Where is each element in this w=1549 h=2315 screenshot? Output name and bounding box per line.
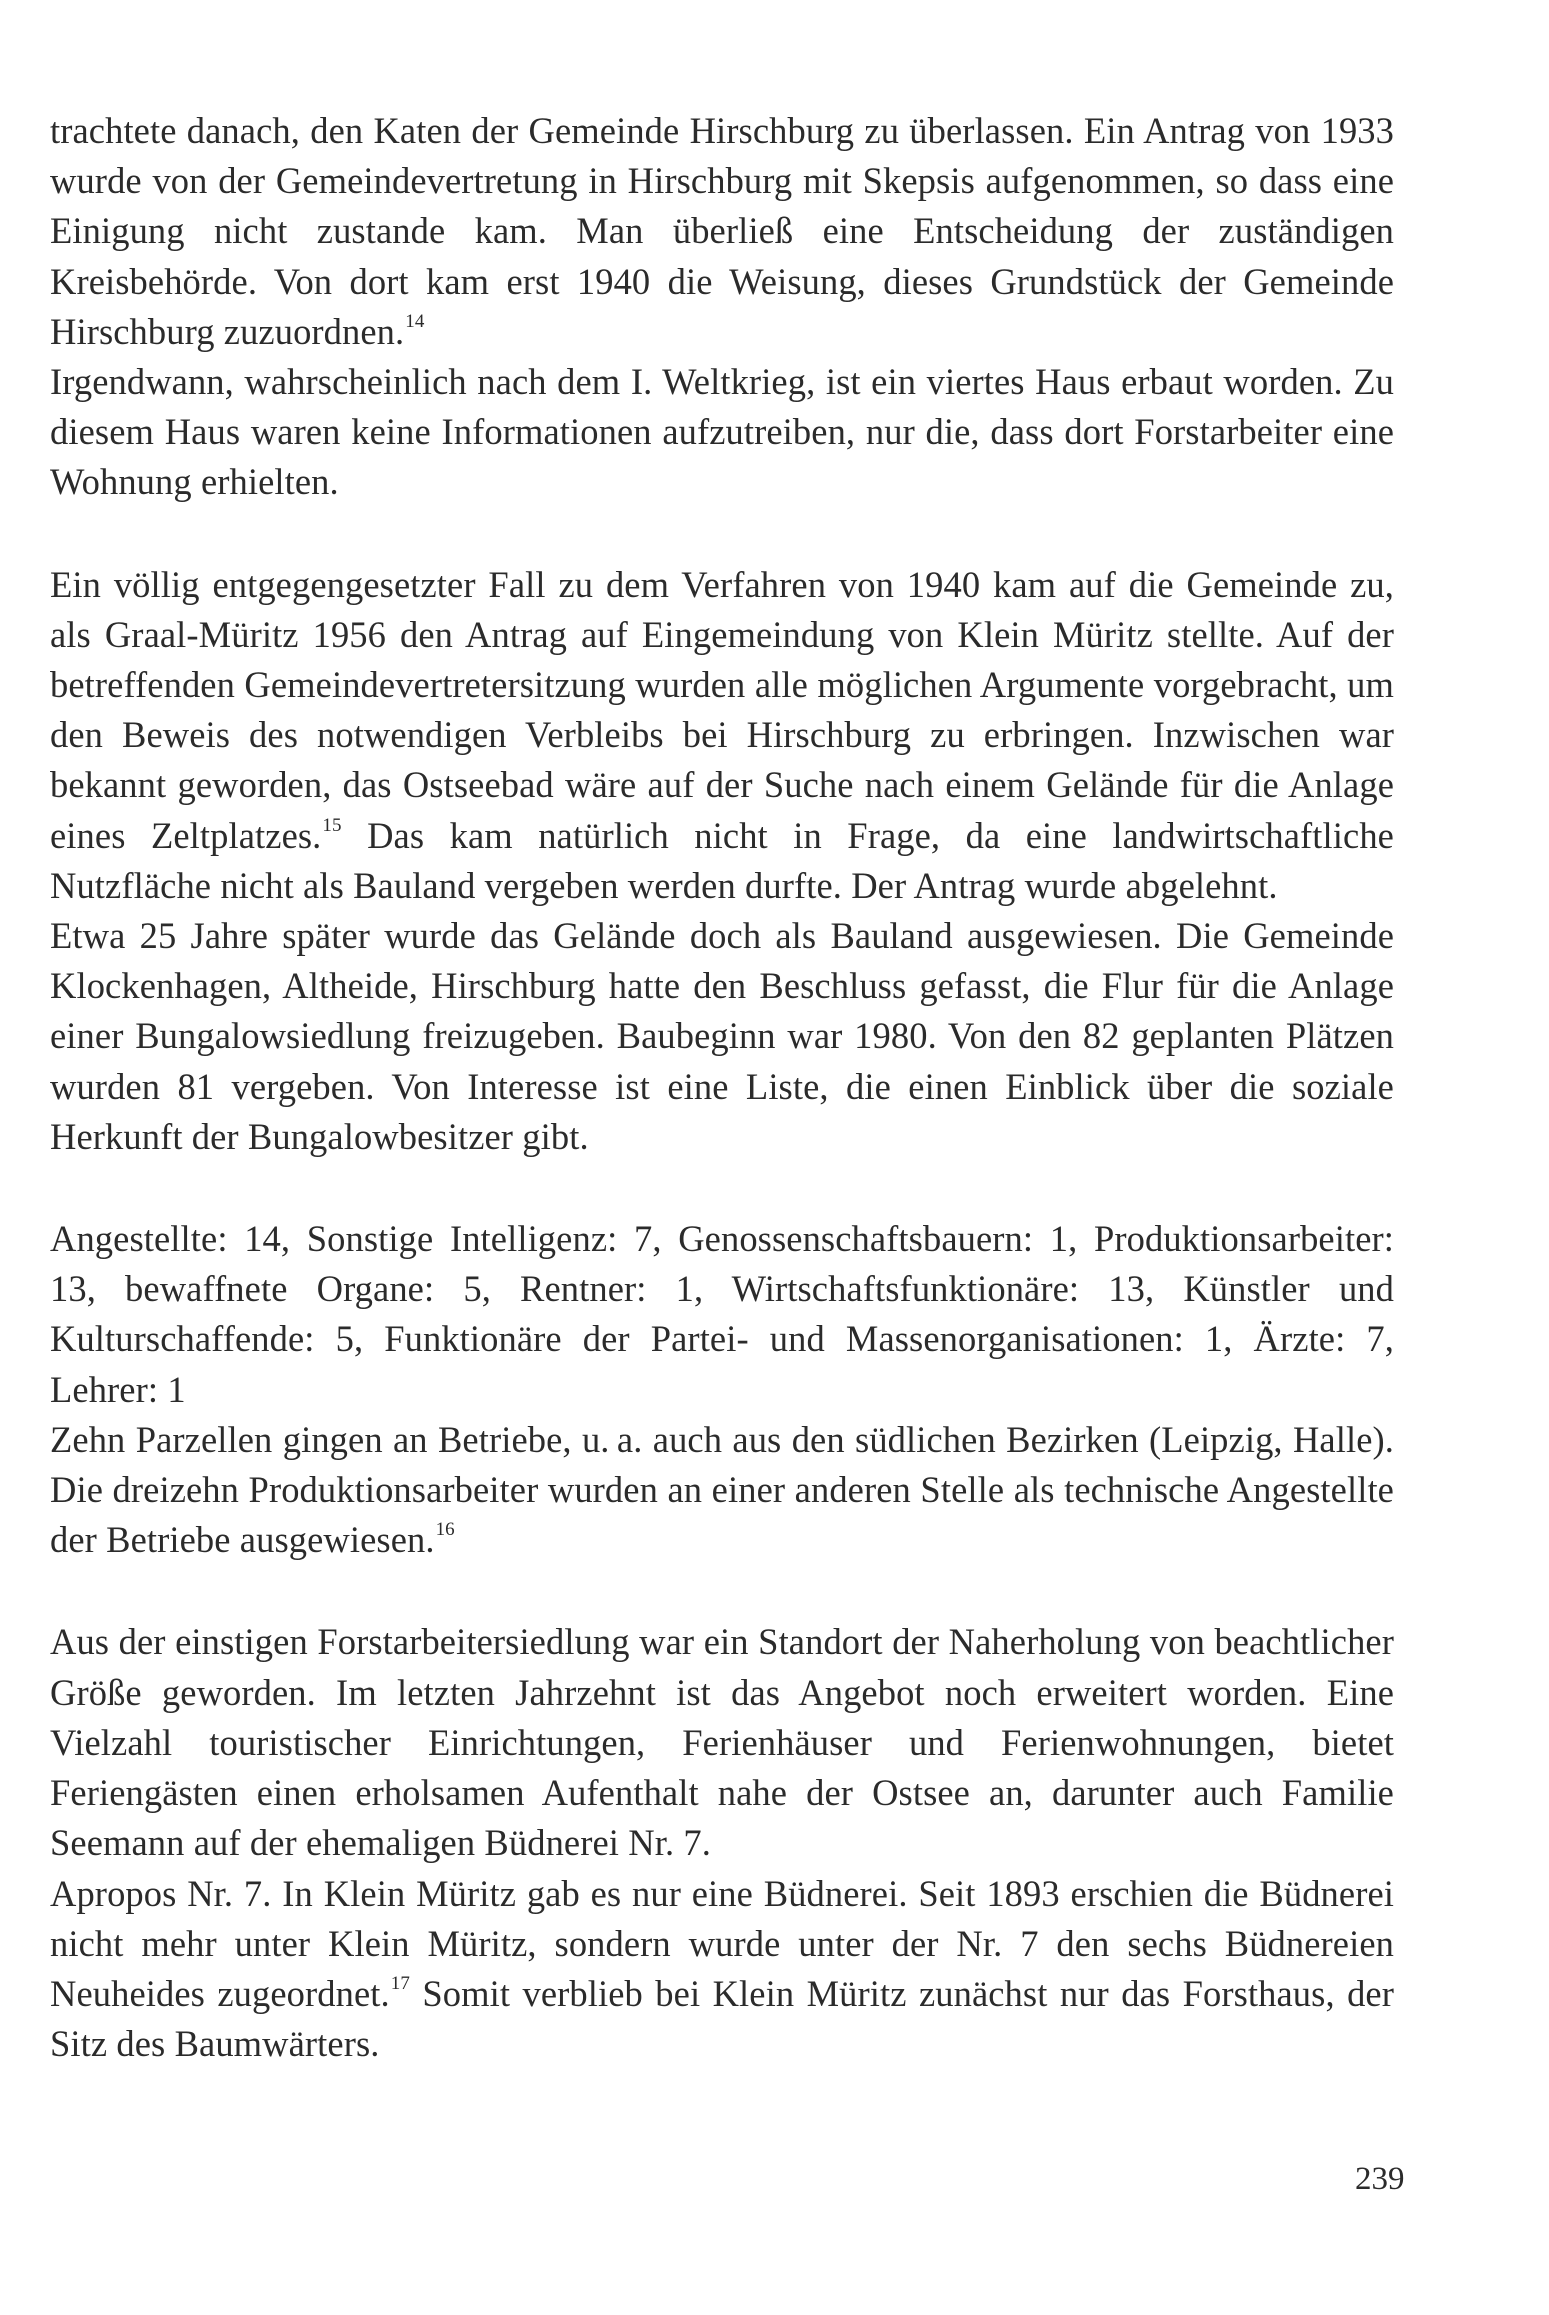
paragraph-1-text: trachtete danach, den Katen der Gemeinde Hirschburg zu überlassen. Ein Antrag von 1933 wurde von der Gemeindevertretung in Hirschburg mit Skepsis aufgenommen, so dass eine Einigung nicht zustande kam. Man überließ eine Entscheidung der zuständigen Kreisbehörde. Von dort kam erst 1940 die Weisung, dieses Grundstück der Gemeinde Hirschburg zuzuordnen. [50,110,1394,352]
paragraph-7 [50,1617,1394,1868]
body-text [50,106,1394,2069]
footnote-ref-14: 14 [405,310,425,332]
paragraph-2 [50,357,1394,508]
paragraph-8 [50,1869,1394,2070]
footnote-ref-17: 17 [390,1972,410,1994]
paragraph-8-text: Apropos Nr. 7. In Klein Müritz gab es nur eine Büdnerei. Seit 1893 erschien die Büdnerei nicht mehr unter Klein Müritz, sondern wurde unter der Nr. 7 den sechs Büdnereien Neuheides zugeordnet. [50,1872,1394,2014]
paragraph-6-text: Zehn Parzellen gingen an Betriebe, u. a. auch aus den südlichen Bezirken (Leipzig, Halle). Die dreizehn Produktionsarbeiter wurden an einer anderen Stelle als technische Angestellte der Betriebe ausgewiesen. [50,1418,1394,1561]
paragraph-5 [50,1214,1394,1415]
paragraph-2-text: Irgendwann, wahrscheinlich nach dem I. Weltkrieg, ist ein viertes Haus erbaut worden. Zu diesem Haus waren keine Informationen aufzutreiben, nur die, dass dort Forstarbeiter eine Wohnung erhielten. [50,361,1394,503]
page-number: 239 [1355,2161,1405,2197]
paragraph-4-text: Etwa 25 Jahre später wurde das Gelände doch als Bauland ausgewiesen. Die Gemeinde Klockenhagen, Altheide, Hirschburg hatte den Beschluss gefasst, die Flur für die Anlage einer Bungalowsiedlung freizugeben. Baubeginn war 1980. Von den 82 geplanten Plätzen wurden 81 vergeben. Von Interesse ist eine Liste, die einen Einblick über die soziale Herkunft der Bungalowbesitzer gibt. [50,915,1394,1157]
paragraph-3 [50,560,1394,911]
paragraph-1 [50,106,1394,357]
paragraph-4 [50,911,1394,1162]
paragraph-gap [50,508,1394,560]
paragraph-7-text: Aus der einstigen Forstarbeitersiedlung war ein Standort der Naherholung von beachtlicher Größe geworden. Im letzten Jahrzehnt ist das Angebot noch erweitert worden. Eine Vielzahl touristischer Einrichtungen, Ferienhäuser und Ferienwohnungen, bietet Feriengästen einen erholsamen Aufenthalt nahe der Ostsee an, darunter auch Familie Seemann auf der ehemaligen Büdnerei Nr. 7. [50,1621,1394,1864]
paragraph-gap [50,1565,1394,1617]
paragraph-5-text: Angestellte: 14, Sonstige Intelligenz: 7, Genossenschaftsbauern: 1, Produktionsarbeiter: 13, bewaffnete Organe: 5, Rentner: 1, Wirtschaftsfunktionäre: 13, Künstler und Kulturschaffende: 5, Funktionäre der Partei- und Massenorganisationen: 1, Ärzte: 7, Lehrer: 1 [50,1218,1394,1410]
footnote-ref-16: 16 [435,1519,455,1541]
footnote-ref-15: 15 [322,814,342,836]
paragraph-gap [50,1162,1394,1214]
paragraph-3-text: Ein völlig entgegengesetzter Fall zu dem Verfahren von 1940 kam auf die Gemeinde zu, als Graal-Müritz 1956 den Antrag auf Eingemeindung von Klein Müritz stellte. Auf der betreffenden Gemeindevertretersitzung wurden alle möglichen Argumente vorgebracht, um den Beweis des notwendigen Verbleibs bei Hirschburg zu erbringen. Inzwischen war bekannt geworden, das Ostseebad wäre auf der Suche nach einem Gelände für die Anlage eines Zeltplatzes. [50,563,1394,856]
paragraph-8-text-after: Somit verblieb bei Klein Müritz zunächst nur das Forsthaus, der Sitz des Baumwärters. [50,1972,1394,2065]
paragraph-3-text-after: Das kam natürlich nicht in Frage, da eine landwirtschaftliche Nutzfläche nicht als Bauland vergeben werden durfte. Der Antrag wurde abgelehnt. [50,814,1394,906]
paragraph-6 [50,1415,1394,1566]
